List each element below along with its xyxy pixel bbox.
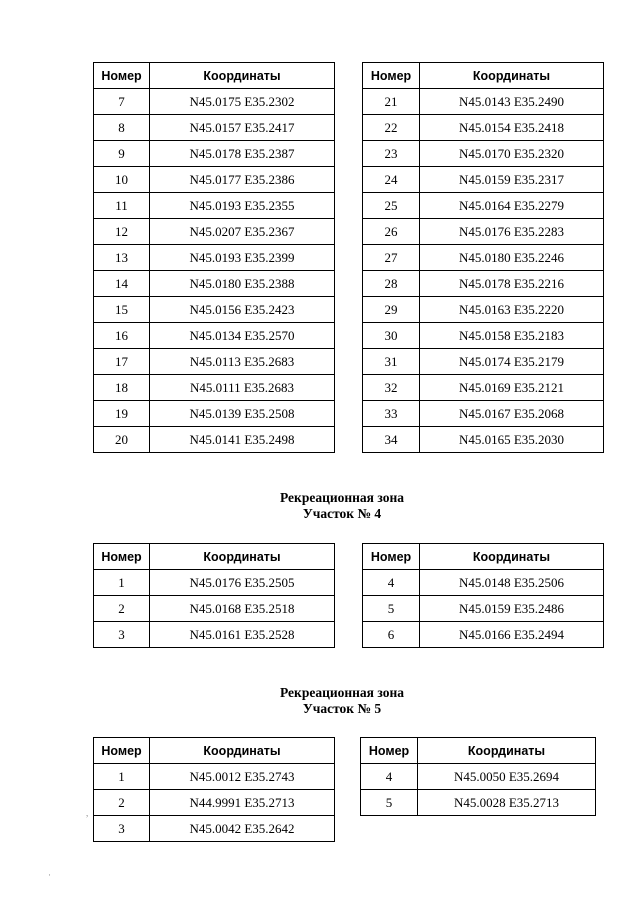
point-coordinates: N45.0143 E35.2490 — [420, 89, 604, 115]
coords-table-left-1 — [93, 62, 335, 453]
point-coordinates: N45.0154 E35.2418 — [420, 115, 604, 141]
point-number: 24 — [363, 167, 420, 193]
point-coordinates: N45.0175 E35.2302 — [150, 89, 335, 115]
point-number: 2 — [94, 596, 150, 622]
point-coordinates: N45.0163 E35.2220 — [420, 297, 604, 323]
column-header-number: Номер — [94, 63, 150, 89]
point-number: 11 — [94, 193, 150, 219]
table-row — [94, 89, 335, 115]
column-header-coords: Координаты — [420, 544, 604, 570]
coords-table-right-1 — [362, 62, 604, 453]
table-row — [94, 375, 335, 401]
point-coordinates: N45.0113 E35.2683 — [150, 349, 335, 375]
point-number: 33 — [363, 401, 420, 427]
point-coordinates: N45.0177 E35.2386 — [150, 167, 335, 193]
table-row — [363, 427, 604, 453]
point-number: 21 — [363, 89, 420, 115]
point-number: 18 — [94, 375, 150, 401]
point-coordinates: N45.0139 E35.2508 — [150, 401, 335, 427]
column-header-number: Номер — [94, 738, 150, 764]
table-row — [361, 764, 596, 790]
point-number: 32 — [363, 375, 420, 401]
table-row — [94, 297, 335, 323]
point-coordinates: N45.0166 E35.2494 — [420, 622, 604, 648]
point-number: 16 — [94, 323, 150, 349]
column-header-number: Номер — [94, 544, 150, 570]
table-row — [94, 323, 335, 349]
point-number: 4 — [363, 570, 420, 596]
point-number: 34 — [363, 427, 420, 453]
table-row — [94, 427, 335, 453]
point-coordinates: N45.0161 E35.2528 — [150, 622, 335, 648]
point-coordinates: N45.0168 E35.2518 — [150, 596, 335, 622]
point-coordinates: N45.0156 E35.2423 — [150, 297, 335, 323]
column-header-coords: Координаты — [150, 63, 335, 89]
point-coordinates: N45.0050 E35.2694 — [418, 764, 596, 790]
point-coordinates: N45.0042 E35.2642 — [150, 816, 335, 842]
point-coordinates: N45.0028 E35.2713 — [418, 790, 596, 816]
table-row — [94, 167, 335, 193]
point-number: 17 — [94, 349, 150, 375]
point-coordinates: N45.0193 E35.2399 — [150, 245, 335, 271]
point-coordinates: N45.0169 E35.2121 — [420, 375, 604, 401]
point-coordinates: N45.0159 E35.2486 — [420, 596, 604, 622]
column-header-coords: Координаты — [150, 738, 335, 764]
table-row — [361, 790, 596, 816]
table-row — [363, 89, 604, 115]
point-coordinates: N45.0141 E35.2498 — [150, 427, 335, 453]
table-row — [363, 349, 604, 375]
point-coordinates: N45.0193 E35.2355 — [150, 193, 335, 219]
column-header-number: Номер — [361, 738, 418, 764]
table-row — [363, 219, 604, 245]
table-row — [94, 816, 335, 842]
table-row — [363, 570, 604, 596]
point-number: 14 — [94, 271, 150, 297]
point-number: 10 — [94, 167, 150, 193]
section-title: Рекреационная зона — [279, 685, 404, 700]
table-row — [94, 245, 335, 271]
table-row — [363, 323, 604, 349]
column-header-coords: Координаты — [420, 63, 604, 89]
table-row — [94, 349, 335, 375]
point-number: 5 — [363, 596, 420, 622]
table-row — [363, 271, 604, 297]
table-row — [363, 596, 604, 622]
point-coordinates: N45.0159 E35.2317 — [420, 167, 604, 193]
table-row — [94, 596, 335, 622]
point-coordinates: N44.9991 E35.2713 — [150, 790, 335, 816]
point-coordinates: N45.0207 E35.2367 — [150, 219, 335, 245]
point-coordinates: N45.0012 E35.2743 — [150, 764, 335, 790]
table-row — [363, 401, 604, 427]
table-row — [94, 764, 335, 790]
point-coordinates: N45.0134 E35.2570 — [150, 323, 335, 349]
table-row — [94, 193, 335, 219]
table-row — [363, 375, 604, 401]
scan-speck: , — [86, 808, 89, 818]
table-row — [94, 401, 335, 427]
point-coordinates: N45.0178 E35.2216 — [420, 271, 604, 297]
point-number: 1 — [94, 570, 150, 596]
table-row — [94, 219, 335, 245]
section-subtitle: Участок № 5 — [302, 701, 382, 716]
point-coordinates: N45.0148 E35.2506 — [420, 570, 604, 596]
point-coordinates: N45.0178 E35.2387 — [150, 141, 335, 167]
point-number: 2 — [94, 790, 150, 816]
point-number: 22 — [363, 115, 420, 141]
section-title: Рекреационная зона — [279, 490, 404, 505]
coords-table-left-5 — [93, 737, 335, 842]
point-number: 1 — [94, 764, 150, 790]
table-row — [363, 193, 604, 219]
point-coordinates: N45.0165 E35.2030 — [420, 427, 604, 453]
point-number: 19 — [94, 401, 150, 427]
point-number: 5 — [361, 790, 418, 816]
point-coordinates: N45.0164 E35.2279 — [420, 193, 604, 219]
coords-table-right-4 — [362, 543, 604, 648]
point-coordinates: N45.0111 E35.2683 — [150, 375, 335, 401]
point-number: 4 — [361, 764, 418, 790]
column-header-number: Номер — [363, 544, 420, 570]
point-coordinates: N45.0170 E35.2320 — [420, 141, 604, 167]
scan-speck: · — [48, 870, 51, 880]
point-number: 25 — [363, 193, 420, 219]
table-row — [94, 622, 335, 648]
point-number: 9 — [94, 141, 150, 167]
point-number: 30 — [363, 323, 420, 349]
point-number: 20 — [94, 427, 150, 453]
table-row — [94, 790, 335, 816]
point-number: 27 — [363, 245, 420, 271]
point-number: 6 — [363, 622, 420, 648]
table-row — [363, 167, 604, 193]
coords-table-left-4 — [93, 543, 335, 648]
point-coordinates: N45.0180 E35.2388 — [150, 271, 335, 297]
table-row — [363, 245, 604, 271]
column-header-coords: Координаты — [418, 738, 596, 764]
point-coordinates: N45.0167 E35.2068 — [420, 401, 604, 427]
table-row — [94, 115, 335, 141]
table-row — [363, 115, 604, 141]
column-header-number: Номер — [363, 63, 420, 89]
point-coordinates: N45.0180 E35.2246 — [420, 245, 604, 271]
point-number: 23 — [363, 141, 420, 167]
point-number: 26 — [363, 219, 420, 245]
column-header-coords: Координаты — [150, 544, 335, 570]
point-number: 3 — [94, 622, 150, 648]
section-subtitle: Участок № 4 — [302, 506, 382, 521]
table-row — [363, 622, 604, 648]
point-number: 28 — [363, 271, 420, 297]
point-number: 29 — [363, 297, 420, 323]
point-number: 15 — [94, 297, 150, 323]
point-number: 8 — [94, 115, 150, 141]
point-coordinates: N45.0157 E35.2417 — [150, 115, 335, 141]
table-row — [94, 271, 335, 297]
point-coordinates: N45.0176 E35.2283 — [420, 219, 604, 245]
section-heading-4 — [0, 490, 640, 522]
coords-table-right-5 — [360, 737, 596, 816]
point-coordinates: N45.0174 E35.2179 — [420, 349, 604, 375]
point-number: 7 — [94, 89, 150, 115]
point-coordinates: N45.0158 E35.2183 — [420, 323, 604, 349]
point-number: 13 — [94, 245, 150, 271]
table-row — [94, 141, 335, 167]
point-coordinates: N45.0176 E35.2505 — [150, 570, 335, 596]
point-number: 12 — [94, 219, 150, 245]
point-number: 3 — [94, 816, 150, 842]
table-row — [94, 570, 335, 596]
point-number: 31 — [363, 349, 420, 375]
table-row — [363, 141, 604, 167]
section-heading-5 — [0, 685, 640, 717]
table-row — [363, 297, 604, 323]
